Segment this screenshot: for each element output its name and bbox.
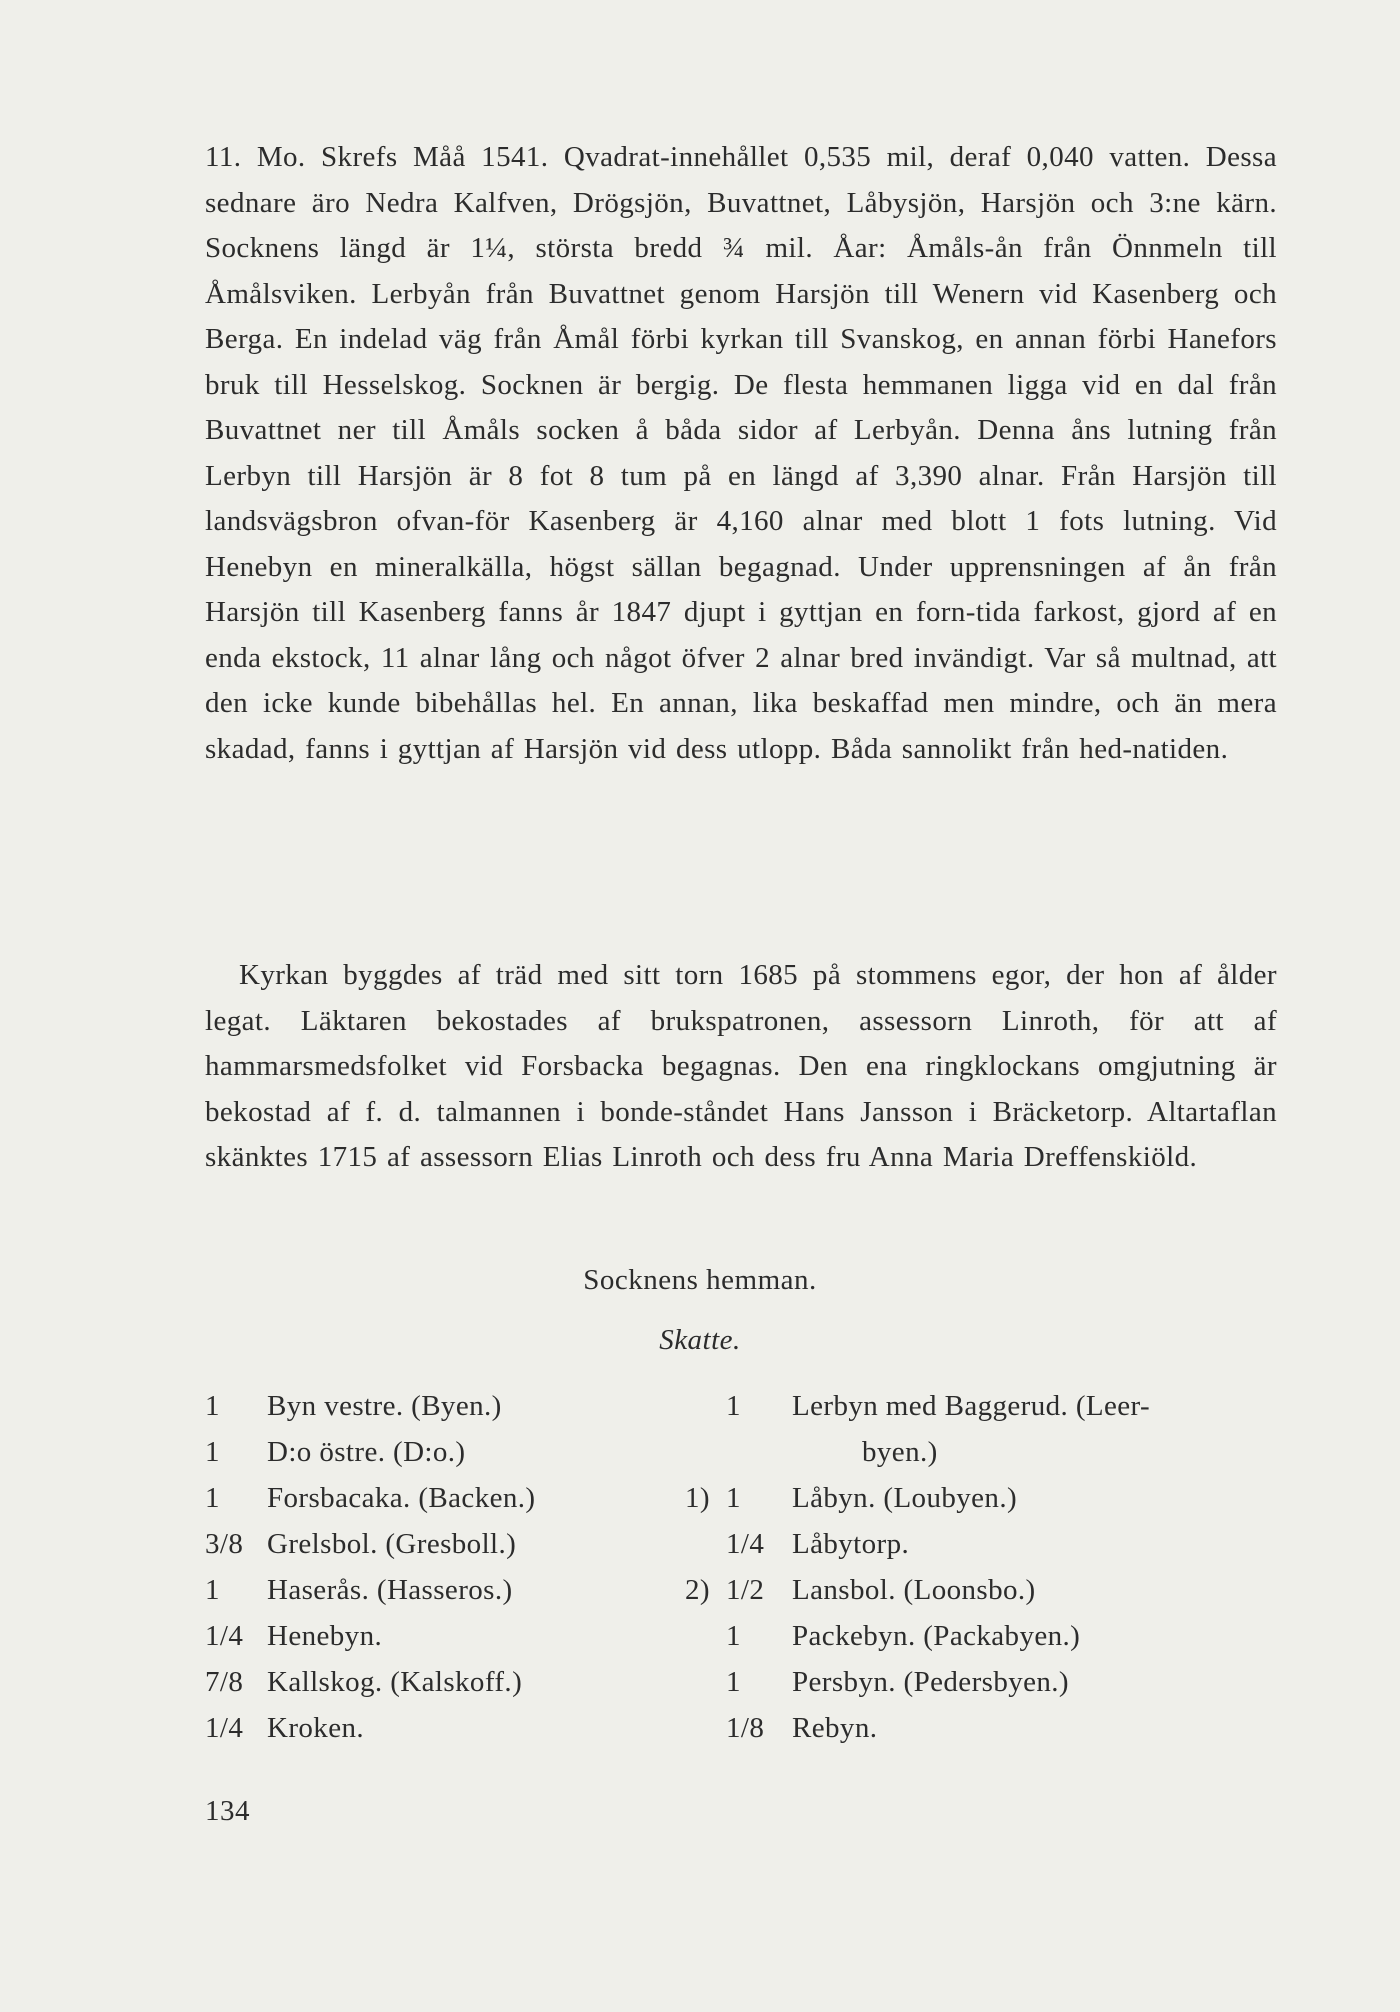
list-item-quantity: 1 — [726, 1390, 741, 1422]
list-item — [205, 1708, 364, 1748]
list-item-name: Låbyn. (Loubyen.) — [792, 1482, 1018, 1514]
subsection-title: Skatte. — [659, 1324, 741, 1356]
list-item-name: Forsbacaka. (Backen.) — [267, 1482, 536, 1514]
list-item-name: Kallskog. (Kalskoff.) — [267, 1666, 523, 1698]
list-item — [670, 1524, 909, 1564]
list-item-footnote-marker: 2) — [685, 1574, 710, 1606]
list-item-name: Grelsbol. (Gresboll.) — [267, 1528, 517, 1560]
list-item-quantity: 1/4 — [205, 1620, 244, 1652]
list-item-name: Låbytorp. — [792, 1528, 910, 1560]
list-item-quantity: 1 — [205, 1482, 220, 1514]
list-item-name: Rebyn. — [792, 1712, 878, 1744]
list-item — [205, 1570, 513, 1610]
list-item-name: Lansbol. (Loonsbo.) — [792, 1574, 1036, 1606]
list-item-quantity: 7/8 — [205, 1666, 244, 1698]
list-item — [205, 1386, 502, 1426]
list-item-quantity: 1 — [205, 1574, 220, 1606]
list-item-name: Byn vestre. (Byen.) — [267, 1390, 502, 1422]
list-item — [670, 1616, 1080, 1656]
list-item — [205, 1616, 382, 1656]
list-item-quantity: 1/4 — [205, 1712, 244, 1744]
list-item-quantity: 1/4 — [726, 1528, 765, 1560]
list-item-quantity: 1 — [726, 1666, 741, 1698]
list-item-name: Henebyn. — [267, 1620, 383, 1652]
list-item-quantity: 3/8 — [205, 1528, 244, 1560]
list-item — [670, 1570, 1036, 1610]
paragraph-parish-description: 11. Mo. Skrefs Måå 1541. Qvadrat-innehållet 0,535 mil, deraf 0,040 vatten. Dessa sednare äro Nedra Kalfven, Drögsjön, Buvattnet, Låbysjön, Harsjön och 3:ne kärn. Socknens längd är 1¼, största bredd ¾ mil. Åar: Åmåls-ån från Önnmeln till Åmålsviken. Lerbyån från Buvattnet genom Harsjön till Wenern vid Kasenberg och Berga. En indelad väg från Åmål förbi kyrkan till Svanskog, en annan förbi Hanefors bruk till Hesselskog. Socknen är bergig. De flesta hemmanen ligga vid en dal från Buvattnet ner till Åmåls socken å båda sidor af Lerbyån. Denna åns lutning från Lerbyn till Harsjön är 8 fot 8 tum på en längd af 3,390 alnar. Från Harsjön till landsvägsbron ofvan-för Kasenberg är 4,160 alnar med blott 1 fots lutning. Vid Henebyn en mineralkälla, högst sällan begagnad. Under upprensningen af ån från Harsjön till Kasenberg fanns år 1847 djupt i gyttjan en forn-tida farkost, gjord af en enda ekstock, 11 alnar lång och något öfver 2 alnar bred invändigt. Var så multnad, att den icke kunde bibehållas hel. En annan, lika beskaffad men mindre, och än mera skadad, fanns i gyttjan af Harsjön vid dess utlopp. Båda sannolikt från hed-natiden. — [205, 141, 1277, 765]
list-item-quantity: 1 — [205, 1390, 220, 1422]
list-item — [670, 1432, 938, 1472]
list-item — [205, 1432, 466, 1472]
list-item — [670, 1708, 877, 1748]
list-item — [670, 1662, 1069, 1702]
list-item-name: D:o östre. (D:o.) — [267, 1436, 466, 1468]
list-item-quantity: 1/8 — [726, 1712, 765, 1744]
list-item — [670, 1386, 1150, 1426]
list-item-name: Packebyn. (Packabyen.) — [792, 1620, 1081, 1652]
list-item-name: byen.) — [862, 1436, 938, 1468]
list-item-name: Persbyn. (Pedersbyen.) — [792, 1666, 1069, 1698]
list-item-name: Lerbyn med Baggerud. (Leer- — [792, 1390, 1151, 1422]
list-item — [205, 1662, 522, 1702]
list-item-quantity: 1 — [205, 1436, 220, 1468]
list-item — [205, 1478, 535, 1518]
list-item-quantity: 1 — [726, 1620, 741, 1652]
list-item-quantity: 1 — [726, 1482, 741, 1514]
list-item — [205, 1524, 516, 1564]
section-title: Socknens hemman. — [583, 1264, 817, 1296]
list-item-name: Kroken. — [267, 1712, 365, 1744]
list-item-quantity: 1/2 — [726, 1574, 765, 1606]
paragraph-church-description: Kyrkan byggdes af träd med sitt torn 1685 på stommens egor, der hon af ålder legat. Läktaren bekostades af brukspatronen, assessorn Linroth, för att af hammarsmedsfolket vid Forsbacka begagnas. Den ena ringklockans omgjutning är bekostad af f. d. talmannen i bonde-ståndet Hans Jansson i Bräcketorp. Altartaflan skänktes 1715 af assessorn Elias Linroth och dess fru Anna Maria Dreffenskiöld. — [205, 959, 1277, 1173]
list-item-name: Haserås. (Hasseros.) — [267, 1574, 513, 1606]
list-item-footnote-marker: 1) — [685, 1482, 710, 1514]
list-item — [670, 1478, 1017, 1518]
page-number: 134 — [205, 1795, 250, 1827]
